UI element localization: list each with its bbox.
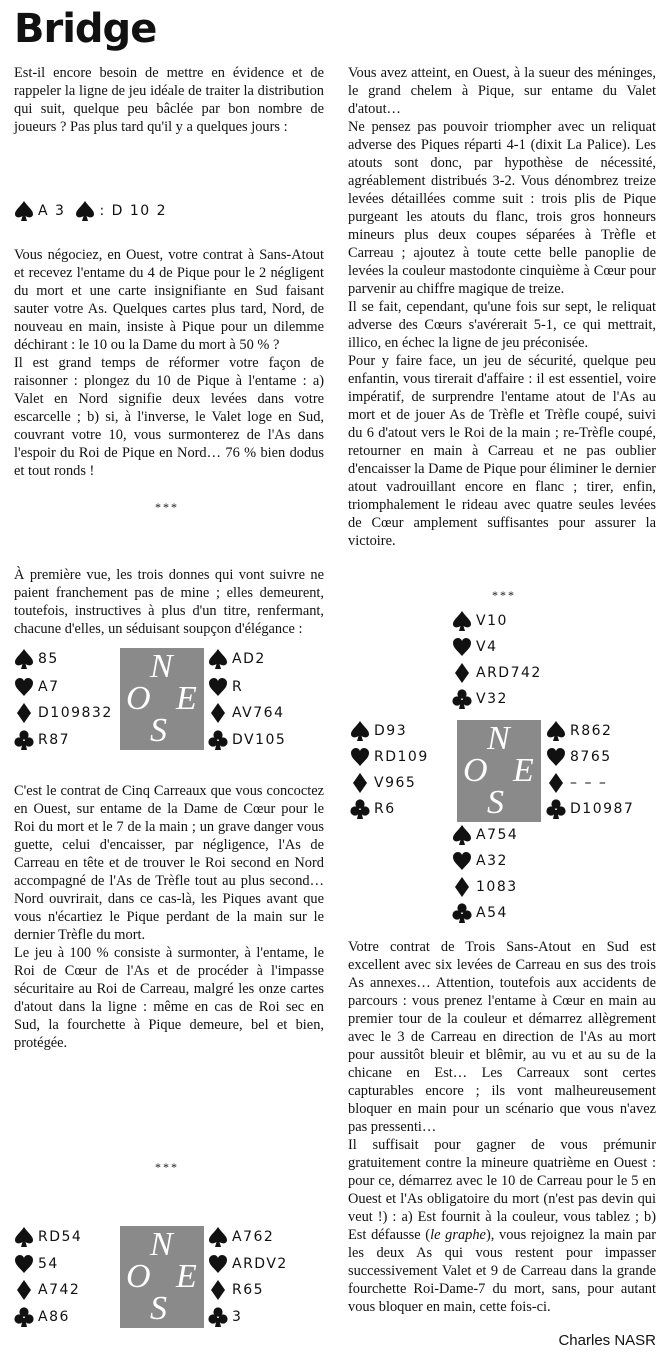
spade-icon xyxy=(452,610,472,632)
deal2-north-hearts: V4 xyxy=(452,636,497,658)
diamond-icon xyxy=(452,876,472,898)
deal1-east-diamonds: AV764 xyxy=(208,702,284,724)
page-title: Bridge xyxy=(14,6,157,52)
deal3-west-clubs: A86 xyxy=(14,1306,70,1328)
club-icon xyxy=(208,729,228,751)
compass-east: E xyxy=(176,680,197,717)
heart-icon xyxy=(208,1253,228,1275)
deal3-west-diamonds: A742 xyxy=(14,1279,80,1301)
paragraph: Vous négociez, en Ouest, votre contrat à Sans-Atout et recevez l'entame du 4 de Pique pour le 2 négligent du mort et une carte insignifiante en Sud faisant sauter votre As. Quelques cartes plus tard, Nord, de nouveau en main, insiste à Pique pour un dilemme déchirant : le 10 ou la Dame du mort à 50 % ? xyxy=(14,247,324,353)
section-separator: *** xyxy=(492,588,516,602)
club-icon xyxy=(350,798,370,820)
paragraph: Le jeu à 100 % consiste à surmonter, à l'entame, le Roi de Cœur de l'As et de procéder à l'impasse sécuritaire au Roi de Carreau, malgré les onze cartes d'atout dans la ligne : même en cas de Roi sec en Sud, la fourchette à Pique demeure, bel et bien, protégée. xyxy=(14,945,324,1051)
heart-icon xyxy=(14,676,34,698)
deal2-east-hearts: 8765 xyxy=(546,746,612,768)
paragraph: Pour y faire face, un jeu de sécurité, quelque peu enfantin, vous tirerait d'affaire : il est essentiel, voire impératif, de surprendre l'entame atout de l'As au mort et de jouer As de Trèfle et Trèfle coupé, suivi du 6 d'atout vers le Roi de la main ; re-Trèfle coupé, retourner en main à Carreau et ne pas oublier d'encaisser la Dame de Pique pour éliminer le dernier atout vadrouillant encore en flanc ; tirer, enfin, triomphalement le rideau avec quatre seules levées de Cœur amplement suffisantes pour assurer la victoire. xyxy=(348,353,656,549)
compass-north: N xyxy=(150,648,173,685)
club-icon xyxy=(208,1306,228,1328)
paragraph: Il suffisait pour gagner de vous prémunir gratuitement contre la mineure quatrième en Ouest : pour ce, démarrez avec le 10 de Carreau pour le 5 en Ouest et l'As obligatoire du mort (n'est pas devin qui veut !) : a) Est fournit à la couleur, vous tablez ; b) Est défausse (le graphe), vous rejoignez la main par les deux As qui vous restent pour impasser successivement Valet et 9 de Carreau dans la grande fourchette Roi-Dame-7 du mort, sans, pour autant vous bloquer en main, cette fois-ci. xyxy=(348,1137,656,1315)
paragraph: Il se fait, cependant, qu'une fois sur sept, le reliquat adverse des Cœurs s'avérerait 5-1, ce qui mettrait, illico, en échec la ligne de jeu préconisée. xyxy=(348,299,656,351)
compass-east: E xyxy=(513,752,534,789)
deal2-west-diamonds: V965 xyxy=(350,772,416,794)
col2-text-b xyxy=(348,938,656,1316)
heart-icon xyxy=(14,1253,34,1275)
deal3-east-spades: A762 xyxy=(208,1226,274,1248)
heart-icon xyxy=(452,850,472,872)
compass-west: O xyxy=(126,1258,151,1295)
diamond-icon xyxy=(546,772,566,794)
deal1-west-hearts: A7 xyxy=(14,676,59,698)
compass-box xyxy=(457,720,541,822)
heart-icon xyxy=(546,746,566,768)
section-separator: *** xyxy=(155,1160,179,1174)
deal2-south-spades: A754 xyxy=(452,824,518,846)
deal2-west-clubs: R6 xyxy=(350,798,396,820)
intro-paragraph: Est-il encore besoin de mettre en évidence et de rappeler la ligne de jeu idéale de traiter la distribution qui suit, quelque peu bâclée par bon nombre de joueurs ? Pas plus tard qu'il y a quelques jours : xyxy=(14,65,324,135)
diamond-icon xyxy=(208,702,228,724)
compass-south: S xyxy=(487,784,504,821)
compass-south: S xyxy=(150,1290,167,1327)
heart-icon xyxy=(208,676,228,698)
paragraph: À première vue, les trois donnes qui vont suivre ne paient franchement pas de mine ; elles demeurent, toutefois, instructives à plus d'un titre, renfermant, chacune d'elles, un séduisant soupçon d'élégance : xyxy=(14,567,324,637)
club-icon xyxy=(14,729,34,751)
deal2-south-diamonds: 1083 xyxy=(452,876,518,898)
italic-term: le graphe xyxy=(430,1227,486,1243)
deal2-north-clubs: V32 xyxy=(452,688,508,710)
deal2-east-spades: R862 xyxy=(546,720,612,742)
diamond-icon xyxy=(350,772,370,794)
col1-text-a xyxy=(14,246,324,480)
compass-box xyxy=(120,648,204,750)
compass-east: E xyxy=(176,1258,197,1295)
compass-north: N xyxy=(150,1226,173,1263)
compass-box xyxy=(120,1226,204,1328)
deal1-east-hearts: R xyxy=(208,676,243,698)
deal3-east-diamonds: R65 xyxy=(208,1279,264,1301)
club-icon xyxy=(14,1306,34,1328)
heart-icon xyxy=(452,636,472,658)
paragraph: Il est grand temps de réformer votre façon de raisonner : plongez du 10 de Pique à l'entame : a) Valet en Nord signifie deux levées dans votre escarcelle ; b) si, à l'inverse, le Valet loge en Sud, couvrant votre 10, vous surmonterez de l'As dans l'espoir du Roi de Pique en Nord… 76 % bien dodus et tout ronds ! xyxy=(14,355,324,479)
diamond-icon xyxy=(452,662,472,684)
spade-icon xyxy=(546,720,566,742)
section-separator: *** xyxy=(155,500,179,514)
deal1-east-spades: AD2 xyxy=(208,648,266,670)
deal3-east-hearts: ARDV2 xyxy=(208,1253,288,1275)
spade-icon xyxy=(452,824,472,846)
deal2-south-clubs: A54 xyxy=(452,902,508,924)
deal1-west-clubs: R87 xyxy=(14,729,70,751)
compass-north: N xyxy=(487,720,510,757)
paragraph: C'est le contrat de Cinq Carreaux que vous concoctez en Ouest, sur entame de la Dame de Cœur pour le Roi du mort et le 7 de la main ; un grave danger vous guette, celui d'encaisser, par négligence, l'As de Carreau en tête et de trouver le Roi second en Nord accompagné de l'As de Trèfle tout au plus second… Nord ouvrirait, dans ce cas-là, les Piques avant que vous n'écartiez le Pique perdant de la main sur le dernier Trèfle du mort. xyxy=(14,783,324,943)
deal1-west-spades: 85 xyxy=(14,648,59,670)
deal1-east-clubs: DV105 xyxy=(208,729,286,751)
paragraph: Vous avez atteint, en Ouest, à la sueur des méninges, le grand chelem à Pique, sur entame du Valet d'atout… xyxy=(348,65,656,117)
deal2-west-hearts: RD109 xyxy=(350,746,429,768)
deal3-west-spades: RD54 xyxy=(14,1226,82,1248)
heart-icon xyxy=(350,746,370,768)
spade-icon xyxy=(350,720,370,742)
spade-icon xyxy=(208,1226,228,1248)
deal2-north-spades: V10 xyxy=(452,610,508,632)
club-icon xyxy=(546,798,566,820)
intro-holding xyxy=(14,200,167,222)
spade-icon xyxy=(208,648,228,670)
diamond-icon xyxy=(208,1279,228,1301)
deal1-west-diamonds: D109832 xyxy=(14,702,113,724)
compass-west: O xyxy=(126,680,151,717)
deal3-west-hearts: 54 xyxy=(14,1253,59,1275)
spade-icon xyxy=(75,200,95,222)
deal3-east-clubs: 3 xyxy=(208,1306,242,1328)
spade-icon xyxy=(14,648,34,670)
paragraph: Votre contrat de Trois Sans-Atout en Sud est excellent avec six levées de Carreau en sus des trois As annexes… Attention, toutefois aux accidents de parcours : vous prenez l'entame à Cœur en main au premier tour de la couleur et démarrez allègrement avec le 3 de Carreau en direction de l'As au mort pour aussitôt bleuir et blêmir, au vu et au su de la chicane en Est… Les Carreaux sont certes capturables encore ; ils vont malheureusement bloquer en main pour un scénario que vous n'avez pas pressenti… xyxy=(348,939,656,1135)
spade-icon xyxy=(14,1226,34,1248)
club-icon xyxy=(452,688,472,710)
club-icon xyxy=(452,902,472,924)
col2-text-a xyxy=(348,64,656,550)
deal2-east-diamonds: – – – xyxy=(546,772,607,794)
deal2-west-spades: D93 xyxy=(350,720,407,742)
intro-holding-right: : D 10 2 xyxy=(99,203,168,219)
spade-icon xyxy=(14,200,34,222)
col1-text-b xyxy=(14,566,324,638)
diamond-icon xyxy=(14,702,34,724)
diamond-icon xyxy=(14,1279,34,1301)
author-signature: Charles NASR xyxy=(558,1332,656,1349)
compass-south: S xyxy=(150,712,167,749)
intro-holding-left: A 3 xyxy=(38,203,66,219)
compass-west: O xyxy=(463,752,488,789)
deal2-north-diamonds: ARD742 xyxy=(452,662,542,684)
deal2-south-hearts: A32 xyxy=(452,850,508,872)
col1-text-c xyxy=(14,782,324,1052)
deal2-east-clubs: D10987 xyxy=(546,798,634,820)
paragraph: Ne pensez pas pouvoir triompher avec un reliquat adverse des Piques réparti 4-1 (dixit La Palice). Les atouts sont donc, par hypothèse de nécessité, agréablement distribués 3-2. Vous dénombrez treize levées détaillées comme suit : trois plis de Pique purgeant les atouts du flanc, trois gros honneurs mineurs plus deux coupes séparées à Trèfle et Carreau ; ajoutez à toute cette belle panoplie de levées la couleur mastodonte cinquième à Cœur pour parvenir au chiffre magique de treize. xyxy=(348,119,656,297)
